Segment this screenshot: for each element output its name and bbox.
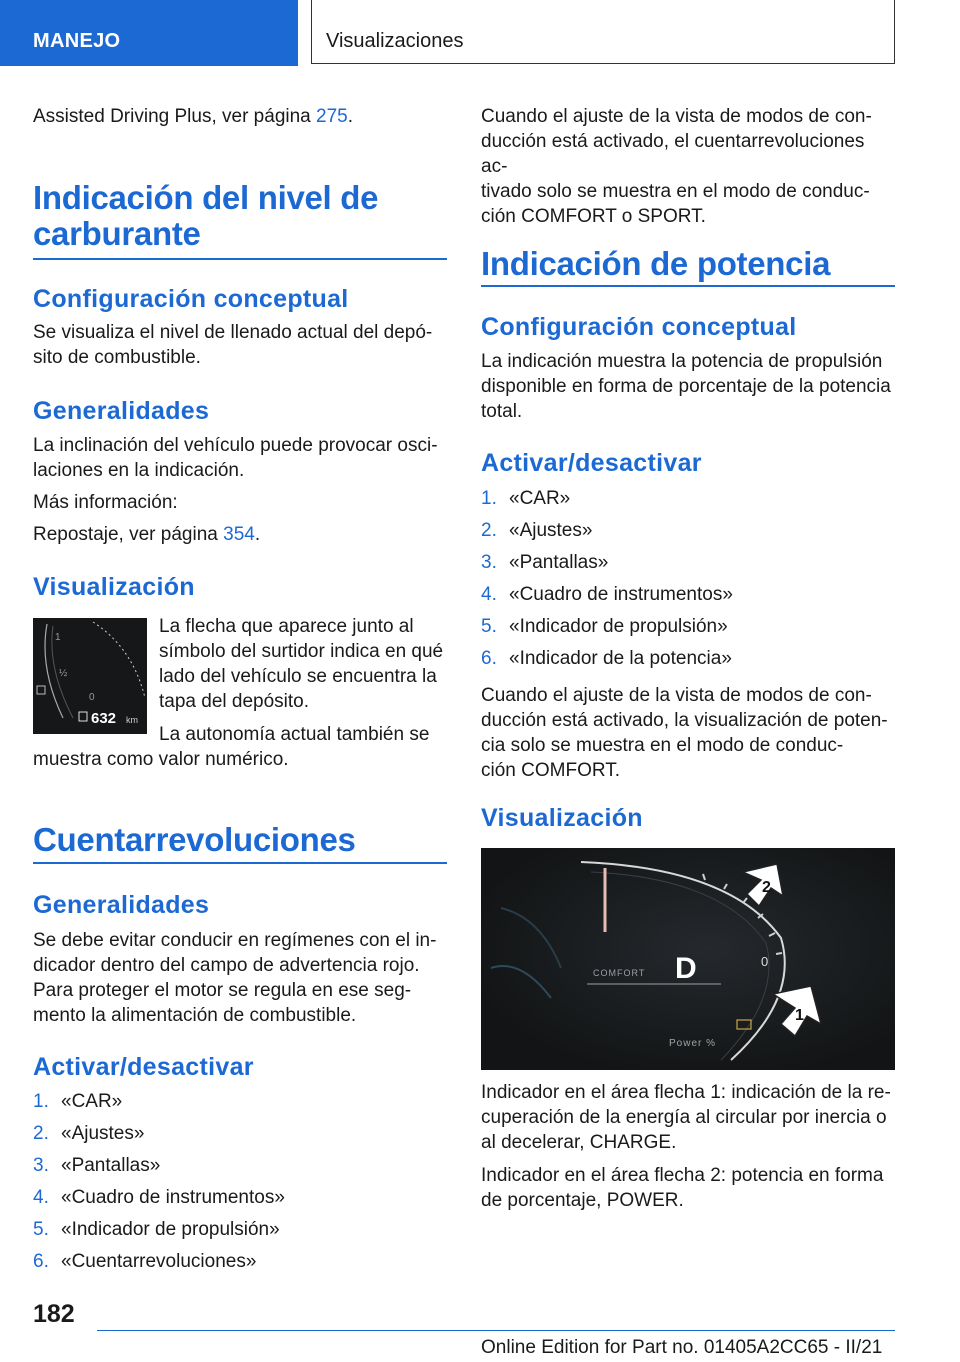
refuel-end: . <box>254 524 261 545</box>
step-text: «Ajustes» <box>61 1123 145 1144</box>
more-info-label: Más información: <box>33 492 178 513</box>
step-text: «Indicador de propulsión» <box>61 1219 280 1240</box>
power-concept-line2: disponible en forma de porcentaje de la potencia <box>481 376 891 397</box>
step-number: 3. <box>33 1155 49 1176</box>
fuel-display-line1: La flecha que aparece junto al <box>159 616 414 637</box>
rev-general-line3: Para proteger el motor se regula en ese seg- <box>33 980 412 1001</box>
arrow-2-label: 2 <box>762 879 771 896</box>
caption-arrow-1 <box>481 1080 891 1155</box>
caption1-line1: Indicador en el área flecha 1: indicación de la re- <box>481 1082 891 1103</box>
step-number: 6. <box>33 1251 49 1272</box>
range-unit: km <box>126 715 138 725</box>
refuel-paragraph <box>33 522 260 547</box>
rev-activate-heading: Activar/desactivar <box>33 1053 254 1081</box>
rev-general-text <box>33 928 436 1028</box>
range-value: 632 <box>91 710 117 727</box>
step-number: 4. <box>33 1187 49 1208</box>
caption-arrow-2 <box>481 1163 883 1213</box>
fuel-heading-rule <box>33 258 447 260</box>
step-text: «Indicador de la potencia» <box>509 648 732 669</box>
rev-note-line4: ción COMFORT o SPORT. <box>481 206 706 227</box>
rev-general-line2: dicador dentro del campo de advertencia rojo. <box>33 955 420 976</box>
step-number: 4. <box>481 584 497 605</box>
intro-paragraph <box>33 104 353 129</box>
step-text: «Indicador de propulsión» <box>509 616 728 637</box>
cluster-mode-label: COMFORT <box>593 968 646 978</box>
rev-heading: Cuentarrevoluciones <box>33 821 356 858</box>
power-activate-heading: Activar/desactivar <box>481 449 702 477</box>
edition-info: Online Edition for Part no. 01405A2CC65 - II/21 <box>481 1337 883 1358</box>
fuel-heading <box>33 180 378 252</box>
rev-general-line1: Se debe evitar conducir en regímenes con el in- <box>33 930 437 951</box>
fuel-general-line1: La inclinación del vehículo puede provocar osci- <box>33 435 438 456</box>
range-text-line2: muestra como valor numérico. <box>33 749 289 770</box>
power-concept-heading: Configuración conceptual <box>481 313 797 341</box>
intro-text: Assisted Driving Plus, ver página <box>33 106 317 127</box>
gauge-tick-full: 1 <box>55 632 61 643</box>
power-concept-text <box>481 349 891 424</box>
rev-general-line4: mento la alimentación de combustible. <box>33 1005 357 1026</box>
page-header <box>0 0 960 66</box>
cluster-zero-mark: 0 <box>761 954 769 969</box>
step-text: «Pantallas» <box>509 552 609 573</box>
power-note-line2: ducción está activado, la visualización de poten- <box>481 710 888 731</box>
step-text: «Ajustes» <box>509 520 593 541</box>
rev-note-line1: Cuando el ajuste de la vista de modos de con- <box>481 106 872 127</box>
gauge-tick-empty: 0 <box>89 692 95 703</box>
power-percent-label: Power % <box>669 1038 717 1049</box>
refuel-text: Repostaje, ver página <box>33 524 224 545</box>
fuel-gauge-graphic <box>33 618 147 734</box>
fuel-general-heading: Generalidades <box>33 397 210 425</box>
step-number: 3. <box>481 552 497 573</box>
step-text: «CAR» <box>61 1091 123 1112</box>
footer-rule <box>97 1330 895 1331</box>
intro-end: . <box>347 106 353 127</box>
rev-note-line3: tivado solo se muestra en el modo de conduc- <box>481 181 870 202</box>
fuel-gauge-image <box>33 618 147 734</box>
rev-note <box>481 104 895 229</box>
step-number: 5. <box>481 616 497 637</box>
power-note-line1: Cuando el ajuste de la vista de modos de con- <box>481 685 872 706</box>
page-link-354[interactable]: 354 <box>223 524 255 545</box>
power-note <box>481 683 888 783</box>
fuel-concept-text <box>33 320 432 370</box>
power-display-heading: Visualización <box>481 804 643 832</box>
caption2-line1: Indicador en el área flecha 2: potencia en forma <box>481 1165 884 1186</box>
fuel-concept-line1: Se visualiza el nivel de llenado actual del depó- <box>33 322 433 343</box>
fuel-display-line4: tapa del depósito. <box>159 691 310 712</box>
step-number: 2. <box>481 520 497 541</box>
power-concept-line1: La indicación muestra la potencia de propulsión <box>481 351 883 372</box>
fuel-heading-line1: Indicación del nivel de <box>33 179 379 216</box>
step-text: «Cuadro de instrumentos» <box>509 584 733 605</box>
power-display-graphic <box>481 848 895 1070</box>
step-number: 1. <box>33 1091 49 1112</box>
fuel-heading-line2: carburante <box>33 215 201 252</box>
step-number: 5. <box>33 1219 49 1240</box>
power-heading: Indicación de potencia <box>481 245 831 282</box>
fuel-concept-heading: Configuración conceptual <box>33 285 349 313</box>
caption1-line3: al decelerar, CHARGE. <box>481 1132 677 1153</box>
fuel-display-text <box>159 614 459 714</box>
fuel-display-line3: lado del vehículo se encuentra la <box>159 666 437 687</box>
gauge-tick-half: ½ <box>59 668 68 679</box>
section-tab: MANEJO <box>0 0 298 66</box>
power-note-line3: cia solo se muestra en el modo de conduc- <box>481 735 844 756</box>
rev-heading-rule <box>33 862 447 864</box>
rev-general-heading: Generalidades <box>33 891 210 919</box>
arrow-1-label: 1 <box>795 1007 804 1024</box>
power-concept-line3: total. <box>481 401 523 422</box>
step-text: «Cuadro de instrumentos» <box>61 1187 285 1208</box>
fuel-display-heading: Visualización <box>33 573 195 601</box>
gear-indicator: D <box>675 952 697 985</box>
page-link-275[interactable]: 275 <box>316 106 348 127</box>
chapter-title: Visualizaciones <box>311 0 895 64</box>
step-number: 6. <box>481 648 497 669</box>
range-text-line1: La autonomía actual también se <box>159 724 430 745</box>
power-display-image <box>481 848 895 1070</box>
step-number: 1. <box>481 488 497 509</box>
power-heading-rule <box>481 285 895 287</box>
fuel-display-line2: símbolo del surtidor indica en qué <box>159 641 444 662</box>
step-text: «CAR» <box>509 488 571 509</box>
page-number: 182 <box>33 1300 75 1328</box>
step-number: 2. <box>33 1123 49 1144</box>
caption1-line2: cuperación de la energía al circular por inercia o <box>481 1107 887 1128</box>
fuel-general-line2: laciones en la indicación. <box>33 460 245 481</box>
fuel-concept-line2: sito de combustible. <box>33 347 201 368</box>
caption2-line2: de porcentaje, POWER. <box>481 1190 684 1211</box>
step-text: «Cuentarrevoluciones» <box>61 1251 257 1272</box>
fuel-general-text <box>33 433 438 483</box>
rev-note-line2: ducción está activado, el cuentarrevoluciones ac- <box>481 131 865 177</box>
step-text: «Pantallas» <box>61 1155 161 1176</box>
power-note-line4: ción COMFORT. <box>481 760 621 781</box>
